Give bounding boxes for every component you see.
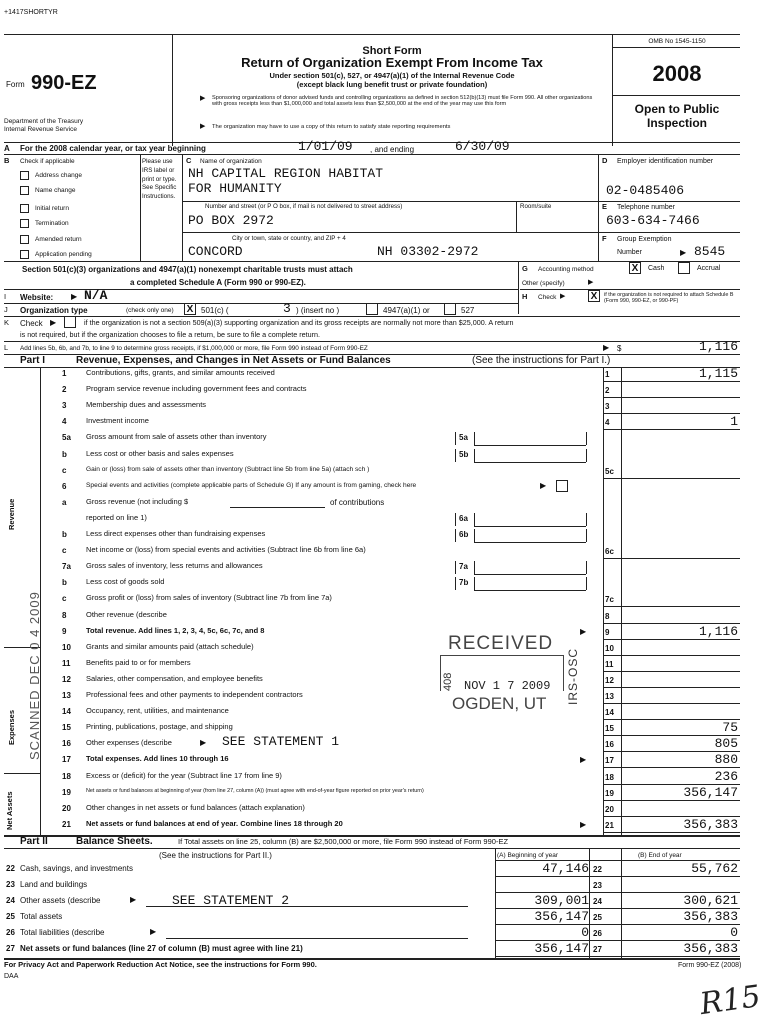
line-label: Total liabilities (describe bbox=[20, 928, 105, 937]
501c-checkbox[interactable]: X bbox=[184, 303, 196, 315]
part1-note: (See the instructions for Part I.) bbox=[472, 355, 611, 366]
arrow-icon: ▶ bbox=[680, 248, 687, 257]
line-number: 17 bbox=[62, 755, 71, 764]
line-box-number: 27 bbox=[593, 945, 602, 954]
501c-label: 501(c) ( bbox=[201, 306, 229, 315]
line-box-number: 1 bbox=[605, 370, 610, 379]
open-public-line1: Open to Public bbox=[634, 102, 720, 116]
tax-year: 2008 bbox=[652, 61, 702, 86]
part1-line-row bbox=[0, 626, 740, 642]
sub-line-box-number: 6b bbox=[459, 530, 469, 539]
arrow-icon: ▶ bbox=[130, 895, 137, 904]
part1-line-row bbox=[0, 734, 740, 754]
arrow-icon: ▶ bbox=[603, 343, 610, 352]
stamp-received-text: RECEIVED bbox=[448, 633, 554, 654]
statement-reference: SEE STATEMENT 1 bbox=[222, 734, 340, 749]
k-text-line2: is not required, but if the organization chooses to file a return, be sure to file a complete return. bbox=[20, 330, 321, 339]
line-box-number: 3 bbox=[605, 402, 610, 411]
daa-label: DAA bbox=[4, 973, 19, 980]
line-box-number: 8 bbox=[605, 612, 610, 621]
line-box-number: 9 bbox=[605, 628, 610, 637]
city-label: City or town, state or country, and ZIP + 4 bbox=[232, 235, 346, 242]
line-label: Total revenue. Add lines 1, 2, 3, 4, 5c, 6c, 7c, and 8 bbox=[86, 626, 265, 635]
line-label-extra: of contributions bbox=[330, 498, 385, 507]
arrow-icon: ▶ bbox=[580, 755, 587, 764]
line-number: 26 bbox=[6, 928, 15, 937]
side-label-net-assets: Net Assets bbox=[5, 791, 14, 830]
side-label-expenses: Expenses bbox=[7, 709, 16, 745]
org-name-line2: FOR HUMANITY bbox=[188, 181, 282, 196]
line-label: Total assets bbox=[20, 912, 63, 921]
and-ending-label: , and ending bbox=[370, 145, 415, 154]
beginning-of-year-amount: 0 bbox=[581, 925, 589, 940]
beginning-of-year-amount: 47,146 bbox=[542, 861, 589, 876]
document-id: +1417SHORTYR bbox=[4, 9, 58, 16]
part1-title: Revenue, Expenses, and Changes in Net Assets or Fund Balances bbox=[76, 355, 391, 366]
line-amount: 75 bbox=[722, 720, 738, 735]
part1-line-row bbox=[0, 722, 740, 738]
line-box-number: 26 bbox=[593, 929, 602, 938]
part1-line-row bbox=[0, 706, 740, 722]
arrow-icon: ▶ bbox=[200, 95, 206, 102]
schedule-b-text: if the organization is not required to attach Schedule B (Form 990, 990-EZ, or 990-PF) bbox=[604, 292, 734, 305]
room-suite-label: Room/suite bbox=[520, 203, 552, 210]
line-box-number: 7c bbox=[605, 595, 614, 604]
line-label: Cash, savings, and investments bbox=[20, 864, 133, 873]
527-label: 527 bbox=[461, 306, 475, 315]
line-label: Gross revenue (not including $ bbox=[86, 497, 189, 506]
termination-checkbox[interactable] bbox=[20, 219, 29, 228]
arrow-icon: ▶ bbox=[560, 293, 566, 300]
line-label: reported on line 1) bbox=[86, 513, 147, 522]
end-of-year-amount: 356,383 bbox=[683, 909, 738, 924]
amended-return-checkbox[interactable] bbox=[20, 235, 29, 244]
line-amount: 1,115 bbox=[698, 366, 738, 381]
application-pending-checkbox[interactable] bbox=[20, 250, 29, 259]
527-checkbox[interactable] bbox=[444, 303, 456, 315]
initial-return-checkbox[interactable] bbox=[20, 204, 29, 213]
line-amount: 1,116 bbox=[698, 624, 738, 639]
line-label: Other revenue (describe bbox=[86, 610, 167, 619]
end-of-year-amount: 0 bbox=[730, 925, 738, 940]
statement-reference: SEE STATEMENT 2 bbox=[172, 893, 290, 908]
line-box-number: 23 bbox=[593, 881, 602, 890]
line-number: 10 bbox=[62, 643, 71, 652]
part1-line-row bbox=[0, 577, 740, 593]
line-number: 27 bbox=[6, 944, 15, 953]
l-text: Add lines 5b, 6b, and 7b, to line 9 to determine gross receipts, if $1,000,000 or more, file Form 990 instead of Form 990-EZ bbox=[20, 345, 368, 352]
line-number: 9 bbox=[62, 627, 67, 636]
group-exemption-label: Group Exemption bbox=[617, 236, 672, 243]
part1-line-row bbox=[0, 819, 740, 835]
beginning-of-year-amount: 309,001 bbox=[534, 893, 589, 908]
line-box-number: 17 bbox=[605, 756, 614, 765]
line-number: 13 bbox=[62, 691, 71, 700]
line-amount: 356,147 bbox=[683, 785, 738, 800]
line-box-number: 21 bbox=[605, 821, 614, 830]
insert-no-label: ) (insert no ) bbox=[296, 306, 340, 315]
application-pending-label: Application pending bbox=[35, 251, 92, 258]
part2-line-row bbox=[0, 925, 740, 941]
line-number: b bbox=[62, 578, 67, 587]
please-label: Please use IRS label or print or type. See Specific Instructions. bbox=[142, 158, 177, 201]
gaming-checkbox[interactable] bbox=[556, 480, 568, 492]
line-label: Gross profit or (loss) from sales of inventory (Subtract line 7b from line 7a) bbox=[86, 593, 332, 602]
scanned-stamp: SCANNED DEC 0 4 2009 bbox=[27, 591, 42, 760]
website-label: Website: bbox=[20, 293, 54, 302]
name-change-checkbox[interactable] bbox=[20, 186, 29, 195]
sub-line-box-number: 5b bbox=[459, 450, 469, 459]
line-amount: 356,383 bbox=[683, 817, 738, 832]
arrow-icon: ▶ bbox=[50, 318, 57, 327]
col-b-header: (B) End of year bbox=[638, 852, 682, 859]
end-of-year-amount: 356,383 bbox=[683, 941, 738, 956]
line-box-number: 22 bbox=[593, 865, 602, 874]
line-amount: 1 bbox=[730, 414, 738, 429]
arrow-icon: ▶ bbox=[200, 123, 206, 130]
line-number: b bbox=[62, 530, 67, 539]
part1-line-row bbox=[0, 368, 740, 384]
form-subtitle2: (except black lung benefit trust or private foundation) bbox=[296, 80, 488, 89]
part1-line-row bbox=[0, 384, 740, 400]
line-box-number: 18 bbox=[605, 773, 614, 782]
form-prefix: Form bbox=[6, 80, 25, 89]
part1-line-row bbox=[0, 674, 740, 690]
stamp-date: NOV 1 7 2009 bbox=[464, 679, 551, 693]
line-number: 4 bbox=[62, 417, 67, 426]
side-label-revenue: Revenue bbox=[7, 498, 16, 530]
line-label: Other changes in net assets or fund balances (attach explanation) bbox=[86, 803, 305, 812]
line-box-number: 19 bbox=[605, 789, 614, 798]
group-number-label: Number bbox=[617, 249, 642, 256]
line-number: 7a bbox=[62, 562, 71, 571]
initial-return-label: Initial return bbox=[35, 205, 69, 212]
line-label: Less cost or other basis and sales expenses bbox=[86, 449, 234, 458]
line-box-number: 13 bbox=[605, 692, 614, 701]
section-note-line1: Section 501(c)(3) organizations and 4947(a)(1) nonexempt charitable trusts must attach bbox=[22, 265, 353, 274]
line-box-number: 15 bbox=[605, 724, 614, 733]
part2-line-row bbox=[0, 877, 740, 893]
org-type-label: Organization type bbox=[20, 306, 88, 315]
sub-line-box-number: 5a bbox=[459, 433, 468, 442]
line-box-number: 14 bbox=[605, 708, 614, 717]
stamp-code-right: IRS-OSC bbox=[566, 647, 580, 705]
line-label: Program service revenue including government fees and contracts bbox=[86, 384, 307, 393]
line-amount: 805 bbox=[714, 736, 738, 751]
form-title-short: Short Form bbox=[362, 45, 422, 57]
part2-title: Balance Sheets. bbox=[76, 836, 153, 847]
accrual-checkbox[interactable] bbox=[678, 262, 690, 274]
city: CONCORD bbox=[188, 244, 243, 259]
part1-line-row bbox=[0, 642, 740, 658]
part1-line-row bbox=[0, 449, 740, 465]
h-check-label: Check bbox=[538, 294, 557, 301]
part1-tag: Part I bbox=[20, 355, 46, 366]
line-number: 5a bbox=[62, 433, 71, 442]
part1-line-row bbox=[0, 465, 740, 481]
line-amount: 236 bbox=[714, 769, 738, 784]
sub-line-box-number: 7a bbox=[459, 562, 468, 571]
line-label: Investment income bbox=[86, 416, 149, 425]
line-number: 15 bbox=[62, 723, 71, 732]
part1-line-row bbox=[0, 787, 740, 803]
line-number: 8 bbox=[62, 611, 67, 620]
part1-line-row bbox=[0, 593, 740, 609]
part1-line-row bbox=[0, 754, 740, 770]
line-label: Benefits paid to or for members bbox=[86, 658, 191, 667]
line-label: Gross amount from sale of assets other than inventory bbox=[86, 432, 267, 441]
k-checkbox[interactable] bbox=[64, 316, 76, 328]
arrow-icon: ▶ bbox=[71, 292, 78, 301]
section-note-line2: a completed Schedule A (Form 990 or 990-EZ). bbox=[130, 278, 306, 287]
tax-year-end: 6/30/09 bbox=[455, 139, 510, 154]
line-box-number: 11 bbox=[605, 660, 614, 669]
arrow-icon: ▶ bbox=[588, 279, 594, 286]
street-address: PO BOX 2972 bbox=[188, 213, 274, 228]
line-number: 23 bbox=[6, 880, 15, 889]
line-number: 25 bbox=[6, 912, 15, 921]
omb-number: OMB No 1545-1150 bbox=[648, 38, 706, 45]
line-number: 21 bbox=[62, 820, 71, 829]
phone-value: 603-634-7466 bbox=[606, 213, 700, 228]
part1-line-row bbox=[0, 513, 740, 529]
line-number: 2 bbox=[62, 385, 67, 394]
open-public-line2: Inspection bbox=[646, 116, 707, 130]
line-label: Gross sales of inventory, less returns and allowances bbox=[86, 561, 263, 570]
ein-label: Employer identification number bbox=[617, 158, 714, 165]
arrow-icon: ▶ bbox=[540, 481, 547, 490]
part2-line-row bbox=[0, 941, 740, 957]
part2-line-row bbox=[0, 893, 740, 909]
line-box-number: 16 bbox=[605, 740, 614, 749]
line-box-number: 25 bbox=[593, 913, 602, 922]
line-number: b bbox=[62, 450, 67, 459]
line-number: 14 bbox=[62, 707, 71, 716]
handwritten-page-number: R15 bbox=[697, 978, 763, 1023]
part1-line-row bbox=[0, 497, 740, 513]
tax-year-begin: 1/01/09 bbox=[298, 139, 353, 154]
line-label: Salaries, other compensation, and employee benefits bbox=[86, 674, 263, 683]
line-label: Total expenses. Add lines 10 through 16 bbox=[86, 754, 229, 763]
part1-line-row bbox=[0, 610, 740, 626]
line-number: c bbox=[62, 466, 67, 475]
part1-line-row bbox=[0, 400, 740, 416]
line-number: a bbox=[62, 498, 67, 507]
line-label: Excess or (deficit) for the year (Subtract line 17 from line 9) bbox=[86, 771, 282, 780]
line-number: 22 bbox=[6, 864, 15, 873]
line-label: Membership dues and assessments bbox=[86, 400, 207, 409]
line-box-number: 2 bbox=[605, 386, 610, 395]
cash-checkbox[interactable]: X bbox=[629, 262, 641, 274]
schedule-b-checkbox[interactable]: X bbox=[588, 290, 600, 302]
part1-line-row bbox=[0, 690, 740, 706]
line-label: Net income or (loss) from special events and activities (Subtract line 6b from line 6a) bbox=[86, 545, 366, 554]
tax-year-label: For the 2008 calendar year, or tax year beginning bbox=[20, 144, 206, 153]
form-number: 990-EZ bbox=[31, 72, 97, 94]
part1-line-row bbox=[0, 481, 740, 497]
org-name-label: Name of organization bbox=[200, 158, 262, 165]
line-label: Printing, publications, postage, and shipping bbox=[86, 722, 233, 731]
4947-label: 4947(a)(1) or bbox=[383, 306, 430, 315]
col-a-header: (A) Beginning of year bbox=[497, 852, 559, 859]
check-applicable-label: Check if applicable bbox=[20, 158, 75, 165]
part1-line-row bbox=[0, 561, 740, 577]
line-number: 20 bbox=[62, 804, 71, 813]
part2-line-row bbox=[0, 861, 740, 877]
line-number: 12 bbox=[62, 675, 71, 684]
line-label: Net assets or fund balances at beginning of year (from line 27, column (A)) (must agree with end-of-year figure reported on prior year's return) bbox=[86, 788, 424, 794]
line-amount: 880 bbox=[714, 752, 738, 767]
line-box-number: 24 bbox=[593, 897, 602, 906]
line-label: Other expenses (describe bbox=[86, 738, 172, 747]
dept-line2: Internal Revenue Service bbox=[4, 126, 77, 133]
street-label: Number and street (or P O box, if mail is not delivered to street address) bbox=[205, 203, 403, 210]
sub-line-box-number: 7b bbox=[459, 578, 469, 587]
line-box-number: 6c bbox=[605, 547, 614, 556]
part1-line-row bbox=[0, 529, 740, 545]
line-number: 19 bbox=[62, 788, 71, 797]
sponsor-note: Sponsoring organizations of donor advised funds and controlling organizations as defined in section 512(b)(13) must file Form 990. All other organizations with gross receipts less than $1,000,000 and total assets less than $2,500,000 at the end of the year may use this form bbox=[212, 95, 593, 108]
line-box-number: 4 bbox=[605, 418, 610, 427]
arrow-icon: ▶ bbox=[150, 927, 157, 936]
arrow-icon: ▶ bbox=[580, 627, 587, 636]
phone-label: Telephone number bbox=[617, 204, 675, 211]
line-number: 24 bbox=[6, 896, 15, 905]
website-value: N/A bbox=[84, 288, 108, 303]
line-label: Grants and similar amounts paid (attach schedule) bbox=[86, 642, 254, 651]
part1-line-row bbox=[0, 416, 740, 432]
end-of-year-amount: 300,621 bbox=[683, 893, 738, 908]
line-box-number: 20 bbox=[605, 805, 614, 814]
line-number: c bbox=[62, 546, 67, 555]
termination-label: Termination bbox=[35, 220, 69, 227]
privacy-notice: For Privacy Act and Paperwork Reduction Act Notice, see the instructions for Form 990. bbox=[4, 960, 317, 969]
line-label: Less cost of goods sold bbox=[86, 577, 165, 586]
line-label: Land and buildings bbox=[20, 880, 88, 889]
line-label: Net assets or fund balances (line 27 of column (B) must agree with line 21) bbox=[20, 944, 303, 953]
part1-line-row bbox=[0, 545, 740, 561]
line-box-number: 10 bbox=[605, 644, 614, 653]
stamp-place: OGDEN, UT bbox=[452, 694, 547, 713]
org-name-line1: NH CAPITAL REGION HABITAT bbox=[188, 166, 384, 181]
arrow-icon: ▶ bbox=[580, 820, 587, 829]
part1-line-row bbox=[0, 803, 740, 819]
line-label: Other assets (describe bbox=[20, 896, 101, 905]
state-zip: NH 03302-2972 bbox=[377, 244, 479, 259]
line-label: Gain or (loss) from sale of assets other than inventory (Subtract line 5b from line 5a) (attach sch ) bbox=[86, 466, 370, 473]
line-number: 3 bbox=[62, 401, 67, 410]
part2-see-instructions: (See the instructions for Part II.) bbox=[159, 851, 272, 860]
form-reference: Form 990-EZ (2008) bbox=[678, 962, 742, 969]
line-number: c bbox=[62, 594, 67, 603]
address-change-checkbox[interactable] bbox=[20, 171, 29, 180]
l-dollar-sign: $ bbox=[617, 344, 622, 353]
part2-note: If Total assets on line 25, column (B) are $2,500,000 or more, file Form 990 instead of Form 990-EZ bbox=[178, 837, 509, 846]
part1-line-row bbox=[0, 658, 740, 674]
form-subtitle1: Under section 501(c), 527, or 4947(a)(1) of the Internal Revenue Code bbox=[269, 71, 515, 80]
received-stamp bbox=[440, 633, 586, 711]
address-change-label: Address change bbox=[35, 172, 82, 179]
line-label: Occupancy, rent, utilities, and maintenance bbox=[86, 706, 229, 715]
accounting-method-label: Accounting method bbox=[538, 266, 594, 273]
line-label: Net assets or fund balances at end of year. Combine lines 18 through 20 bbox=[86, 819, 343, 828]
501c-number: 3 bbox=[283, 301, 291, 316]
k-text-line1: if the organization is not a section 509(a)(3) supporting organization and its gross receipts are normally not more than $25,000. A return bbox=[84, 318, 514, 327]
part1-line-row bbox=[0, 771, 740, 787]
other-method-label: Other (specify) bbox=[522, 280, 565, 287]
line-box-number: 12 bbox=[605, 676, 614, 685]
k-check-label: Check bbox=[20, 319, 43, 328]
line-label: Contributions, gifts, grants, and similar amounts received bbox=[86, 368, 275, 377]
sub-line-box-number: 6a bbox=[459, 514, 468, 523]
beginning-of-year-amount: 356,147 bbox=[534, 941, 589, 956]
stamp-code-left: 408 bbox=[442, 672, 454, 691]
name-change-label: Name change bbox=[35, 187, 76, 194]
end-of-year-amount: 55,762 bbox=[691, 861, 738, 876]
line-label: Less direct expenses other than fundraising expenses bbox=[86, 529, 266, 538]
part1-line-row bbox=[0, 432, 740, 448]
line-number: 18 bbox=[62, 772, 71, 781]
amended-return-label: Amended return bbox=[35, 236, 82, 243]
line-number: 1 bbox=[62, 369, 67, 378]
form-title: Return of Organization Exempt From Income Tax bbox=[241, 55, 543, 70]
part2-tag: Part II bbox=[20, 836, 48, 847]
arrow-icon: ▶ bbox=[200, 738, 207, 747]
line-box-number: 5c bbox=[605, 467, 614, 476]
beginning-of-year-amount: 356,147 bbox=[534, 909, 589, 924]
gross-receipts-value: 1,116 bbox=[698, 339, 738, 354]
line-label: Professional fees and other payments to independent contractors bbox=[86, 690, 303, 699]
line-number: 11 bbox=[62, 659, 71, 668]
org-type-check-one: (check only one) bbox=[126, 307, 174, 314]
cash-label: Cash bbox=[648, 265, 665, 272]
line-label: Special events and activities (complete applicable parts of Schedule G) If any amount is from gaming, check here bbox=[86, 482, 417, 489]
accrual-label: Accrual bbox=[697, 265, 721, 272]
state-note: The organization may have to use a copy of this return to satisfy state reporting requirements bbox=[212, 124, 451, 130]
line-number: 6 bbox=[62, 482, 67, 491]
4947-checkbox[interactable] bbox=[366, 303, 378, 315]
line-number: 16 bbox=[62, 739, 71, 748]
part2-line-row bbox=[0, 909, 740, 925]
dept-line1: Department of the Treasury bbox=[4, 118, 84, 125]
ein-value: 02-0485406 bbox=[606, 183, 685, 198]
group-number-value: 8545 bbox=[694, 244, 726, 259]
